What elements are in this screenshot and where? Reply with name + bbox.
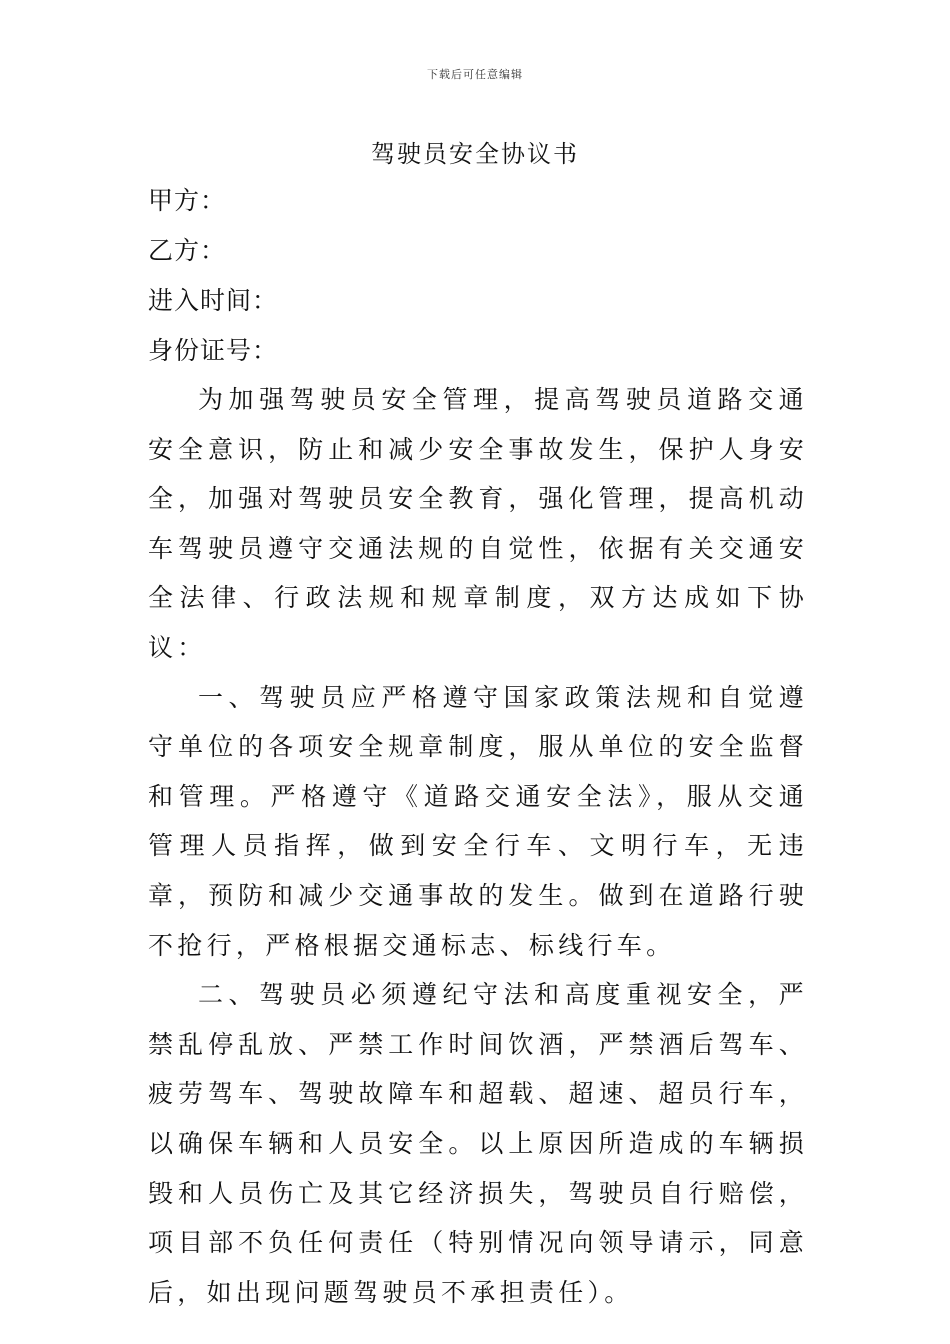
- field-id-number: 身份证号：: [148, 336, 279, 365]
- field-party-b: 乙方：: [148, 236, 227, 265]
- field-party-a: 甲方：: [148, 186, 227, 215]
- clause-one-paragraph: 一、驾驶员应严格遵守国家政策法规和自觉遵守单位的各项安全规章制度，服从单位的安全监督和管理。严格遵守《道路交通安全法》，服从交通管理人员指挥，做到安全行车、文明行车，无违章，预防和减少交通事故的发生。做到在道路行驶不抢行，严格根据交通标志、标线行车。: [148, 682, 808, 960]
- clause-two-paragraph: 二、驾驶员必须遵纪守法和高度重视安全，严禁乱停乱放、严禁工作时间饮酒，严禁酒后驾车、疲劳驾车、驾驶故障车和超载、超速、超员行车，以确保车辆和人员安全。以上原因所造成的车辆损毁和人员伤亡及其它经济损失，驾驶员自行赔偿，项目部不负任何责任（特别情况向领导请示，同意后，如出现问题驾驶员不承担责任）。: [148, 980, 808, 1307]
- intro-paragraph: 为加强驾驶员安全管理，提高驾驶员道路交通安全意识，防止和减少安全事故发生，保护人身安全，加强对驾驶员安全教育，强化管理，提高机动车驾驶员遵守交通法规的自觉性，依据有关交通安全法律、行政法规和规章制度，双方达成如下协议：: [148, 385, 808, 662]
- document-title: 驾驶员安全协议书: [371, 140, 579, 168]
- header-note: 下载后可任意编辑: [427, 68, 523, 81]
- field-entry-time: 进入时间：: [148, 286, 279, 315]
- party-fields: [148, 181, 808, 381]
- agreement-body: [148, 375, 808, 1317]
